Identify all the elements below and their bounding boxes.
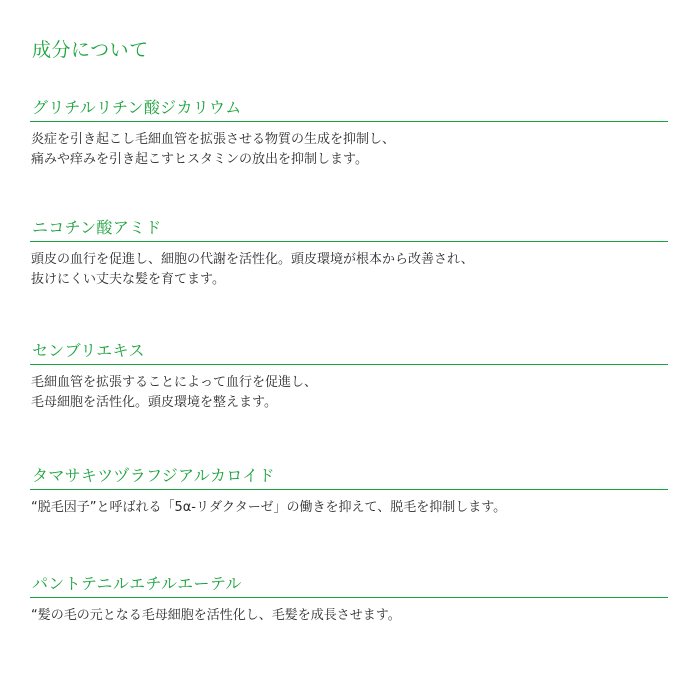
section-divider xyxy=(30,597,668,598)
section-description: 毛細血管を拡張することによって血行を促進し、 毛母細胞を活性化。頭皮環境を整えます。 xyxy=(31,375,318,410)
section-heading: タマサキツヅラフジアルカロイド xyxy=(32,466,275,485)
ingredient-section-panthenyl-ethyl-ether xyxy=(30,574,670,626)
section-divider xyxy=(30,364,668,365)
section-description: 炎症を引き起こし毛細血管を拡張させる物質の生成を抑制し、 痛みや痒みを引き起こすヒスタミンの放出を抑制します。 xyxy=(31,132,396,167)
section-heading: パントテニルエチルエーテル xyxy=(32,574,242,593)
ingredient-section-cepharanthine xyxy=(30,466,670,518)
section-divider xyxy=(30,241,668,242)
page-title: 成分について xyxy=(32,39,149,61)
section-divider xyxy=(30,489,668,490)
ingredient-section-glycyrrhizinate xyxy=(30,98,670,170)
section-divider xyxy=(30,121,668,122)
section-heading: グリチルリチン酸ジカリウム xyxy=(32,98,242,117)
ingredient-section-nicotinamide xyxy=(30,218,670,290)
section-heading: センブリエキス xyxy=(32,341,145,360)
section-description: 頭皮の血行を促進し、細胞の代謝を活性化。頭皮環境が根本から改善され、 抜けにくい丈夫な髪を育てます。 xyxy=(31,252,474,287)
section-description: “髪の毛の元となる毛母細胞を活性化し、毛髪を成長させます。 xyxy=(31,608,401,623)
section-description: “脱毛因子”と呼ばれる「5α-リダクターゼ」の働きを抑えて、脱毛を抑制します。 xyxy=(31,500,507,515)
section-heading: ニコチン酸アミド xyxy=(32,218,162,237)
ingredient-section-swertia-extract xyxy=(30,341,670,413)
